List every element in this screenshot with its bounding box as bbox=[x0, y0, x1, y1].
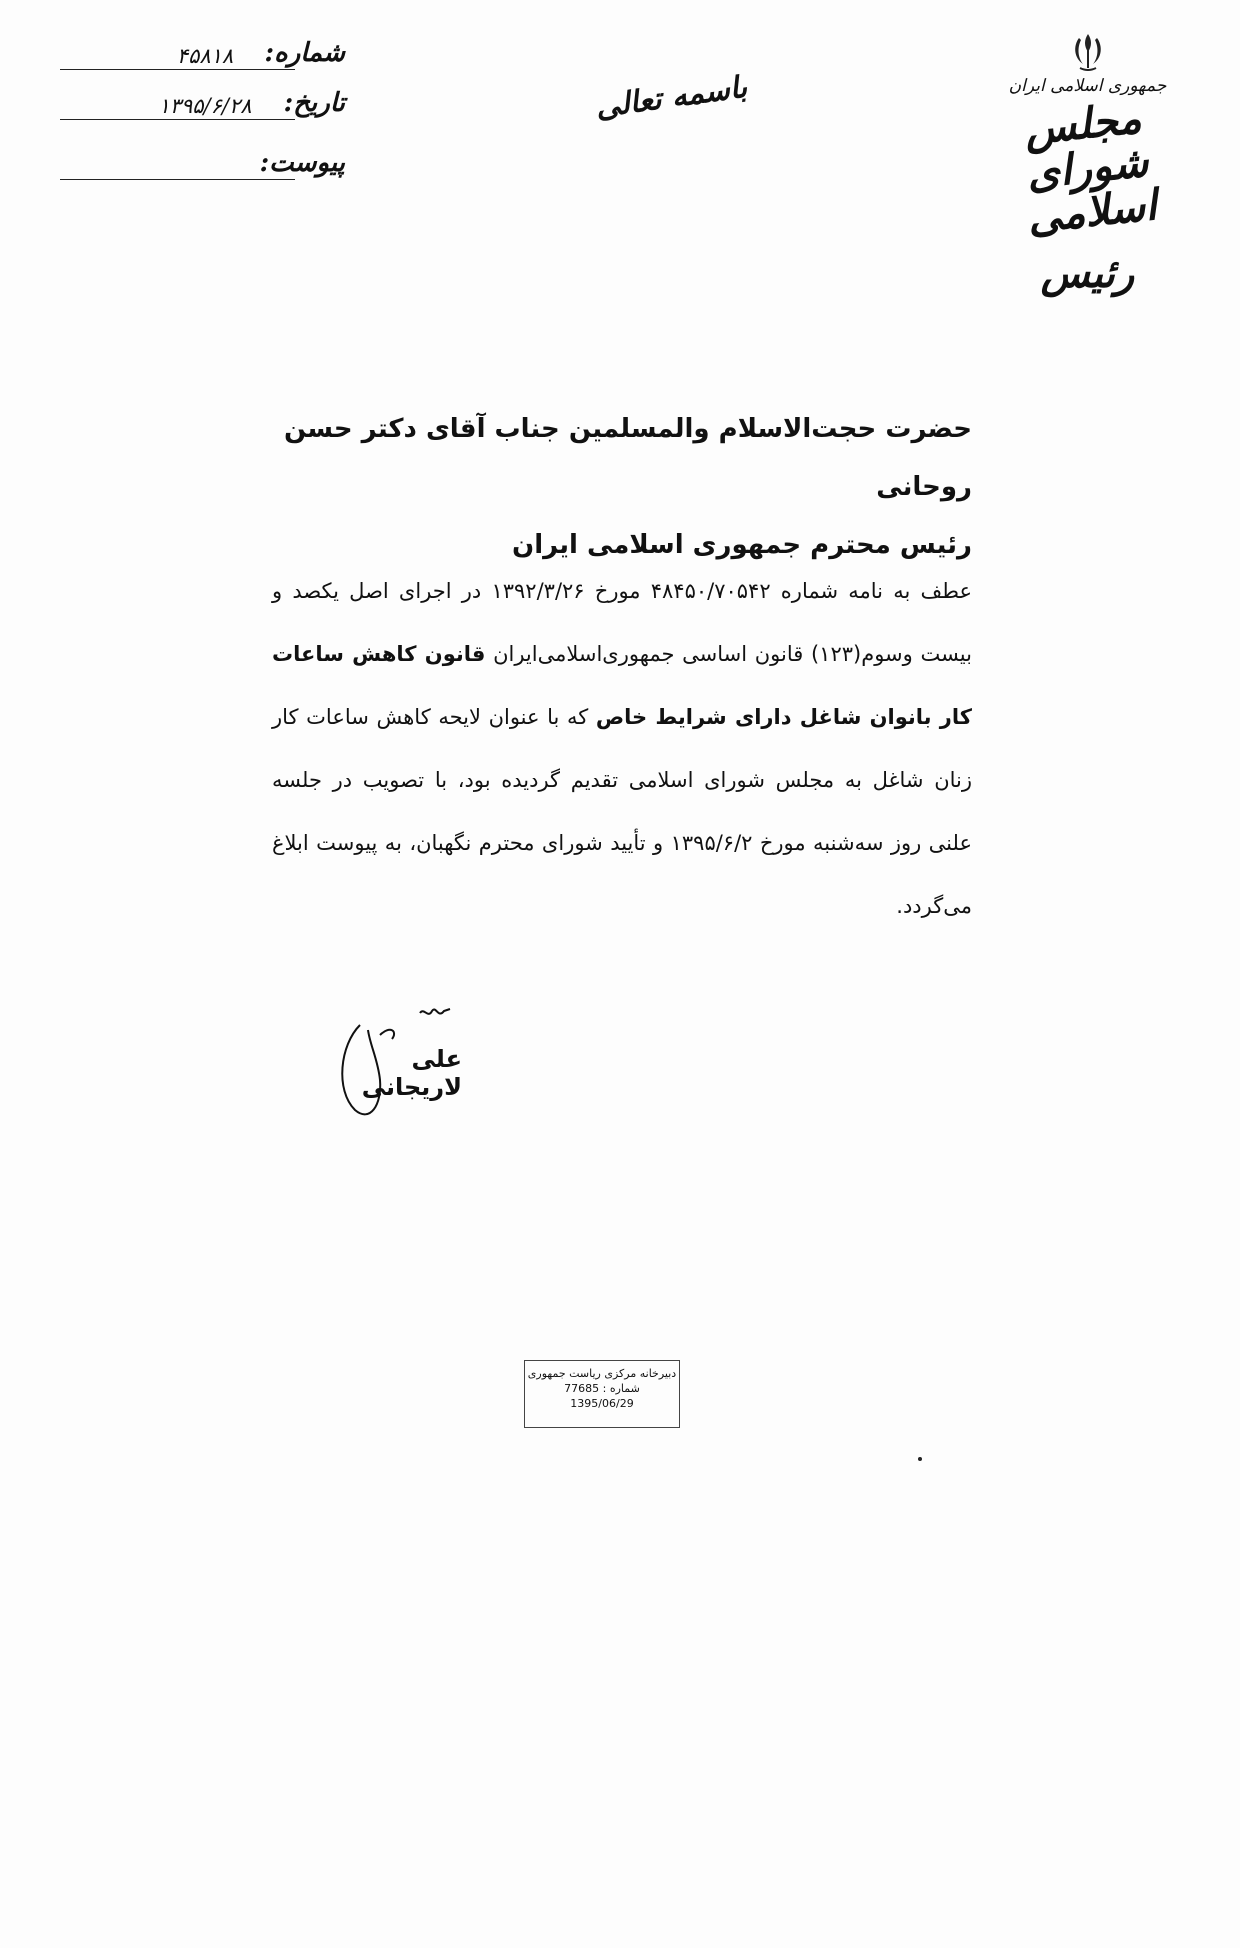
letterhead-subtitle: جمهوری اسلامی ایران bbox=[1008, 76, 1167, 96]
attachment-line bbox=[60, 179, 295, 180]
law-title: قانون کاهش ساعات کار بانوان شاغل دارای شرایط خاص bbox=[272, 642, 972, 729]
stamp-line-3: 1395/06/29 bbox=[570, 1397, 634, 1410]
addressee-line-1: حضرت حجت‌الاسلام والمسلمین جناب آقای دکتر حسن روحانی bbox=[284, 414, 972, 502]
stamp-line-2: شماره : 77685 bbox=[564, 1382, 640, 1395]
letterhead-title: مجلس شورای اسلامی bbox=[1022, 93, 1159, 243]
addressee-line-2: رئیس محترم جمهوری اسلامی ایران bbox=[512, 530, 972, 560]
date-value: ۱۳۹۵/۶/۲۸ bbox=[158, 94, 252, 118]
iran-emblem-icon bbox=[1068, 30, 1108, 74]
body-part-1: عطف به نامه شماره ۴۸۴۵۰/۷۰۵۴۲ مورخ ۱۳۹۲/۳/۲۶ در اجرای اصل یکصد و بیست وسوم(۱۲۳) قانون اساسی جمهوری‌اسلامی‌ایران bbox=[272, 579, 972, 666]
number-field bbox=[60, 38, 345, 78]
attachment-label: پیوست: bbox=[259, 148, 345, 178]
bismillah: باسمه تعالی bbox=[593, 69, 750, 126]
body-part-2: که با عنوان لایحه کاهش ساعات کار زنان شاغل به مجلس شورای اسلامی تقدیم گردیده بود، با تصویب در جلسه علنی روز سه‌شنبه مورخ ۱۳۹۵/۶/۲ و تأیید شورای محترم نگهبان، به پیوست ابلاغ می‌گردد. bbox=[272, 705, 972, 918]
attachment-field bbox=[60, 148, 345, 188]
letter-body bbox=[272, 560, 972, 938]
number-line bbox=[60, 69, 295, 70]
ink-dot bbox=[918, 1457, 922, 1461]
signature-name: علی لاریجانی bbox=[361, 1045, 462, 1101]
date-field bbox=[60, 88, 345, 128]
date-label: تاریخ: bbox=[283, 88, 345, 118]
signature-block bbox=[320, 1005, 470, 1145]
number-value: ۴۵۸۱۸ bbox=[176, 44, 234, 68]
letterhead-role: رئیس bbox=[1040, 250, 1135, 298]
date-line bbox=[60, 119, 295, 120]
addressee-block bbox=[212, 400, 972, 574]
reception-stamp bbox=[524, 1360, 680, 1428]
stamp-line-1: دبیرخانه مرکزی ریاست جمهوری bbox=[527, 1367, 677, 1380]
number-label: شماره: bbox=[264, 38, 345, 68]
letterhead bbox=[985, 30, 1190, 298]
